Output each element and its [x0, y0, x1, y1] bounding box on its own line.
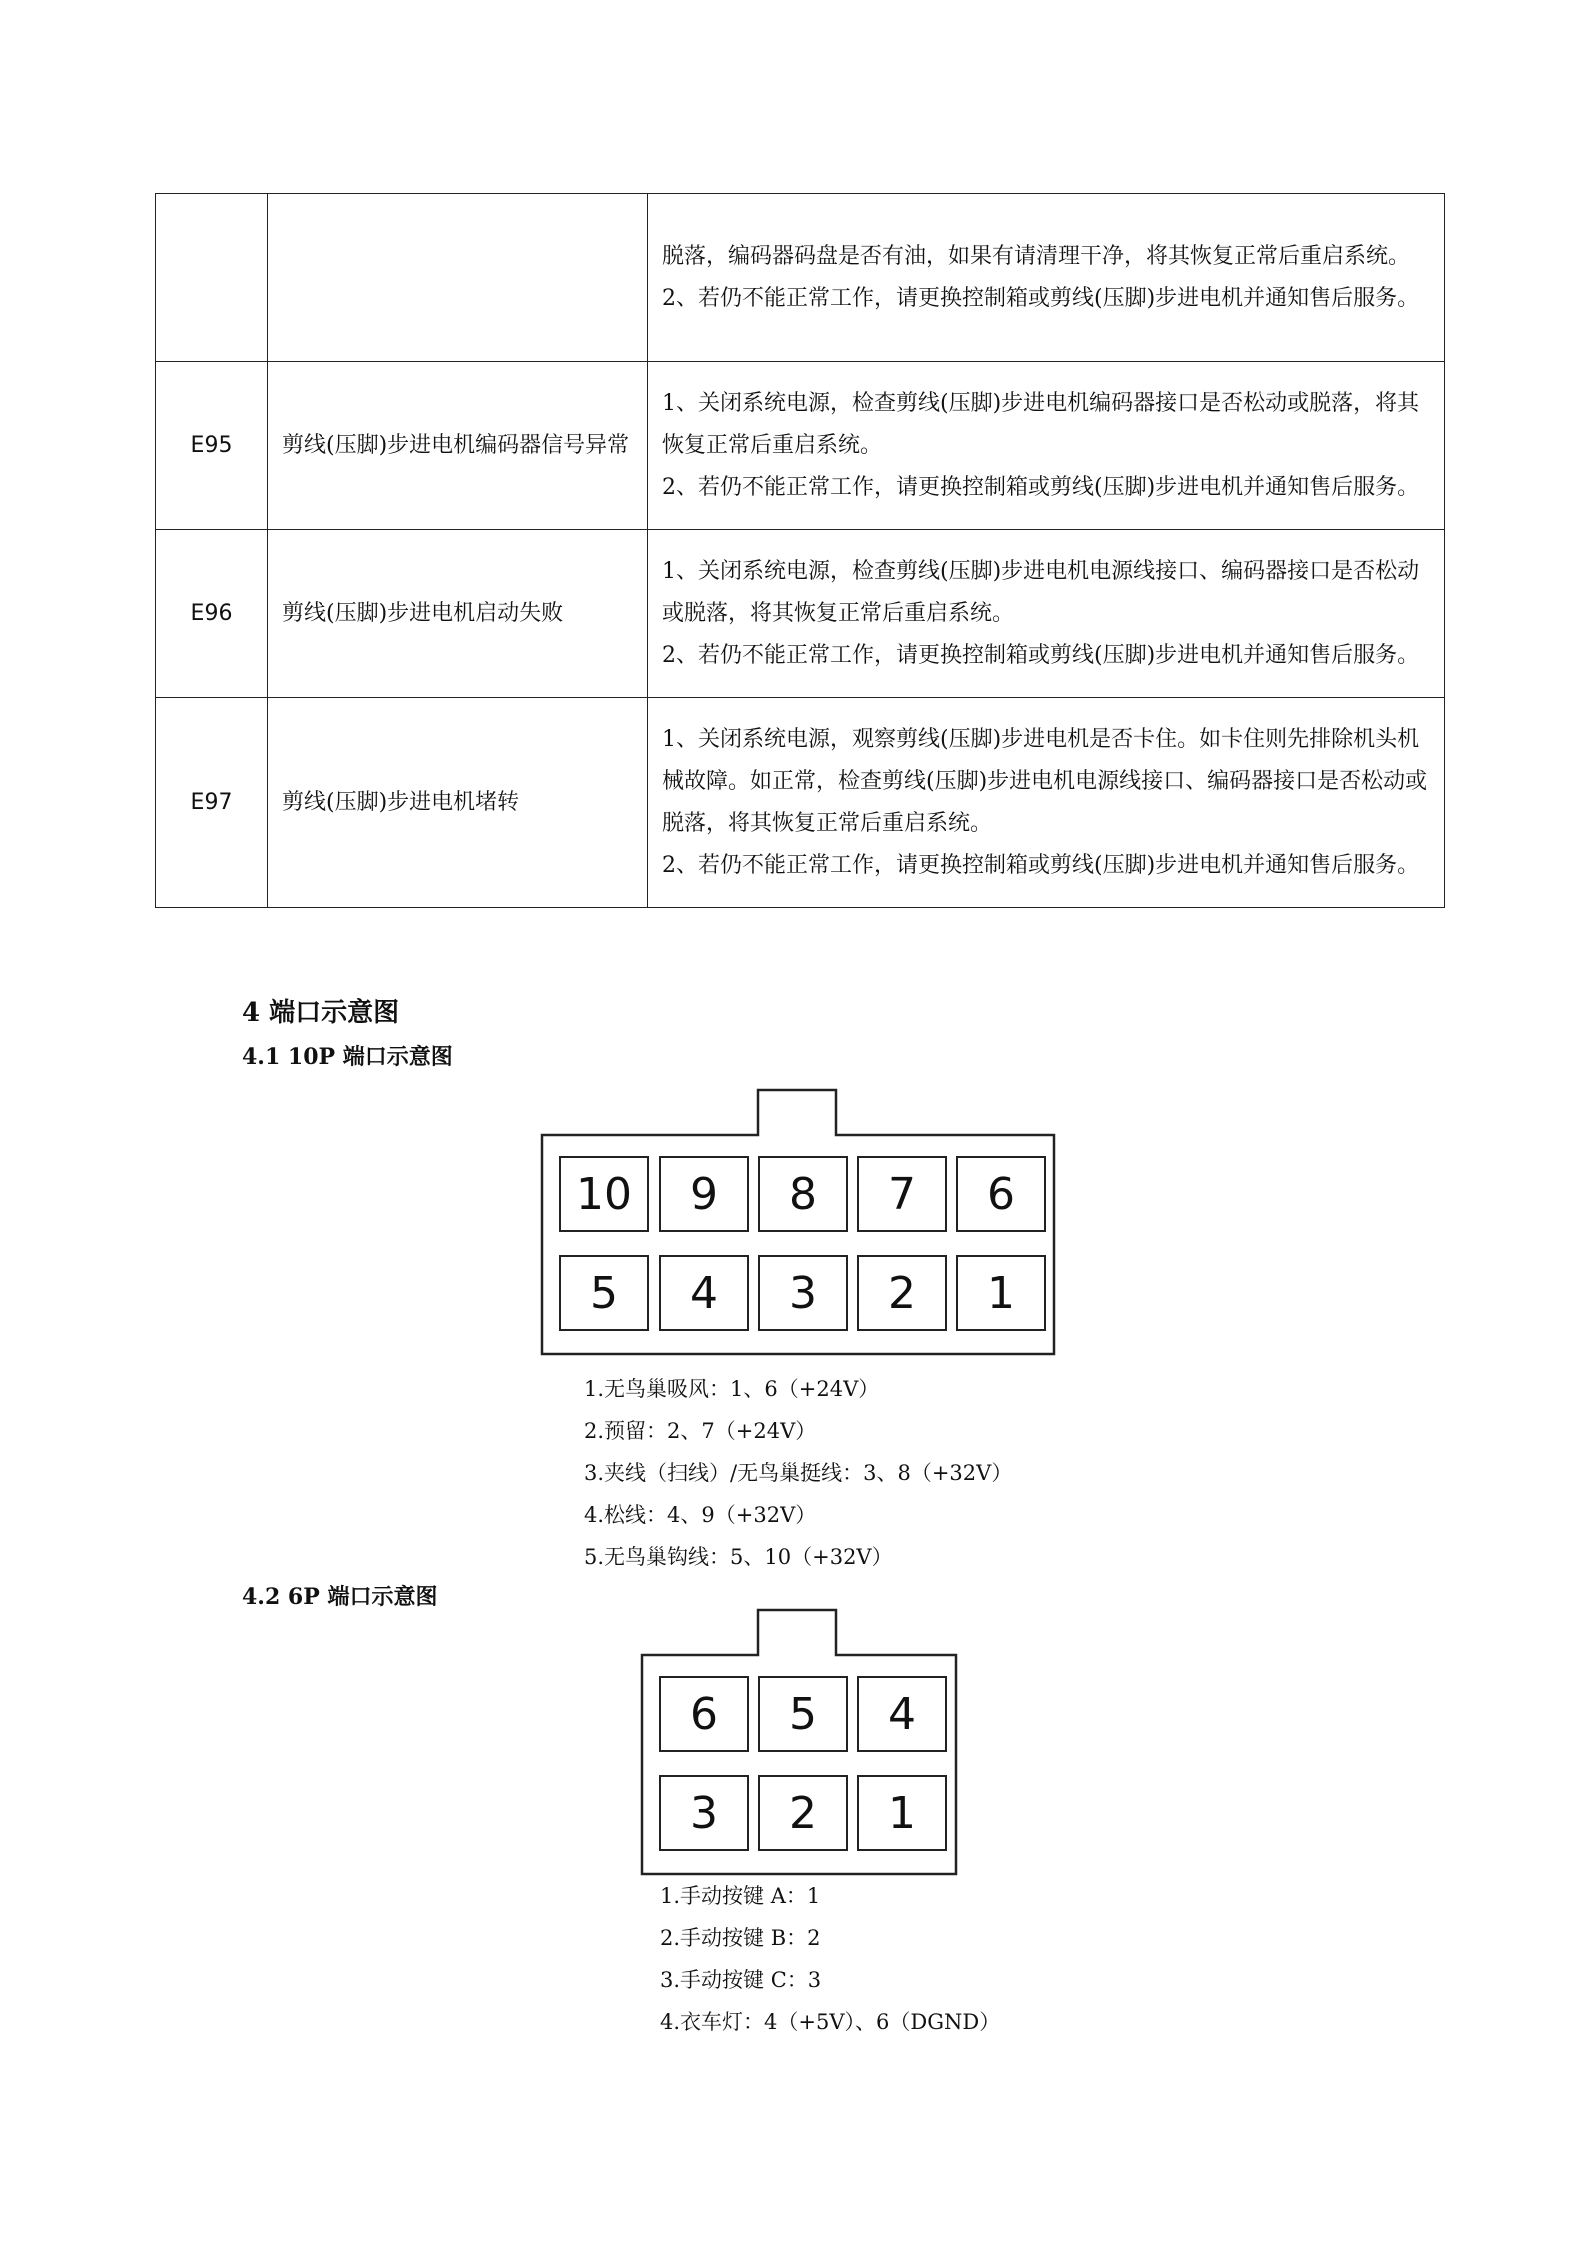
legend-item: 4.松线：4、9（+32V）: [584, 1503, 817, 1527]
error-name: 剪线(压脚)步进电机编码器信号异常: [268, 362, 648, 530]
table-row: [156, 194, 1445, 362]
pin: 1: [857, 1775, 947, 1851]
connector-6p-legend: [660, 1875, 1000, 2043]
pin: 3: [659, 1775, 749, 1851]
pin: 2: [758, 1775, 848, 1851]
legend-item: 1.手动按键 A：1: [660, 1884, 821, 1908]
pin: 2: [857, 1255, 947, 1331]
legend-item: 2.预留：2、7（+24V）: [584, 1419, 817, 1443]
connector-10p-diagram: [540, 1088, 1056, 1356]
solution-line: 脱落，编码器码盘是否有油，如果有请清理干净，将其恢复正常后重启系统。: [662, 243, 1411, 269]
connector-10p-legend: [584, 1368, 1012, 1578]
pin: 8: [758, 1156, 848, 1232]
connector-6p-diagram: [640, 1608, 958, 1876]
pin: 6: [659, 1676, 749, 1752]
error-name: [268, 194, 648, 362]
pin: 10: [559, 1156, 649, 1232]
legend-item: 5.无鸟巢钩线：5、10（+32V）: [584, 1545, 893, 1569]
error-code: E96: [156, 530, 268, 698]
solution-line: 2、若仍不能正常工作，请更换控制箱或剪线(压脚)步进电机并通知售后服务。: [662, 642, 1420, 668]
pin: 1: [956, 1255, 1046, 1331]
solution-line: 2、若仍不能正常工作，请更换控制箱或剪线(压脚)步进电机并通知售后服务。: [662, 852, 1420, 878]
subsection-title-6p: 4.2 6P 端口示意图: [242, 1584, 438, 1610]
error-solution: [648, 362, 1445, 530]
pin: 9: [659, 1156, 749, 1232]
legend-item: 3.手动按键 C：3: [660, 1968, 822, 1992]
section-title: 4 端口示意图: [242, 998, 400, 1028]
solution-line: 2、若仍不能正常工作，请更换控制箱或剪线(压脚)步进电机并通知售后服务。: [662, 474, 1420, 500]
error-name: 剪线(压脚)步进电机启动失败: [268, 530, 648, 698]
error-solution: [648, 530, 1445, 698]
pin: 5: [758, 1676, 848, 1752]
subsection-title-10p: 4.1 10P 端口示意图: [242, 1044, 453, 1070]
solution-line: 2、若仍不能正常工作，请更换控制箱或剪线(压脚)步进电机并通知售后服务。: [662, 285, 1420, 311]
solution-line: 1、关闭系统电源，观察剪线(压脚)步进电机是否卡住。如卡住则先排除机头机械故障。如正常，检查剪线(压脚)步进电机电源线接口、编码器接口是否松动或脱落，将其恢复正常后重启系统。: [662, 726, 1428, 836]
legend-item: 2.手动按键 B：2: [660, 1926, 821, 1950]
pin: 4: [659, 1255, 749, 1331]
solution-line: 1、关闭系统电源，检查剪线(压脚)步进电机电源线接口、编码器接口是否松动或脱落，将其恢复正常后重启系统。: [662, 558, 1420, 626]
table-row: [156, 362, 1445, 530]
legend-item: 1.无鸟巢吸风：1、6（+24V）: [584, 1377, 880, 1401]
error-code: E95: [156, 362, 268, 530]
table-row: [156, 698, 1445, 908]
error-code-table: [155, 193, 1445, 908]
error-name: 剪线(压脚)步进电机堵转: [268, 698, 648, 908]
solution-line: 1、关闭系统电源，检查剪线(压脚)步进电机编码器接口是否松动或脱落，将其恢复正常后重启系统。: [662, 390, 1420, 458]
pin: 6: [956, 1156, 1046, 1232]
legend-item: 4.衣车灯：4（+5V）、6（DGND）: [660, 2010, 1001, 2034]
legend-item: 3.夹线（扫线）/无鸟巢挺线：3、8（+32V）: [584, 1461, 1013, 1485]
pin: 3: [758, 1255, 848, 1331]
error-code: [156, 194, 268, 362]
pin: 5: [559, 1255, 649, 1331]
error-solution: [648, 698, 1445, 908]
error-solution: [648, 194, 1445, 362]
pin: 7: [857, 1156, 947, 1232]
table-row: [156, 530, 1445, 698]
error-code: E97: [156, 698, 268, 908]
pin: 4: [857, 1676, 947, 1752]
